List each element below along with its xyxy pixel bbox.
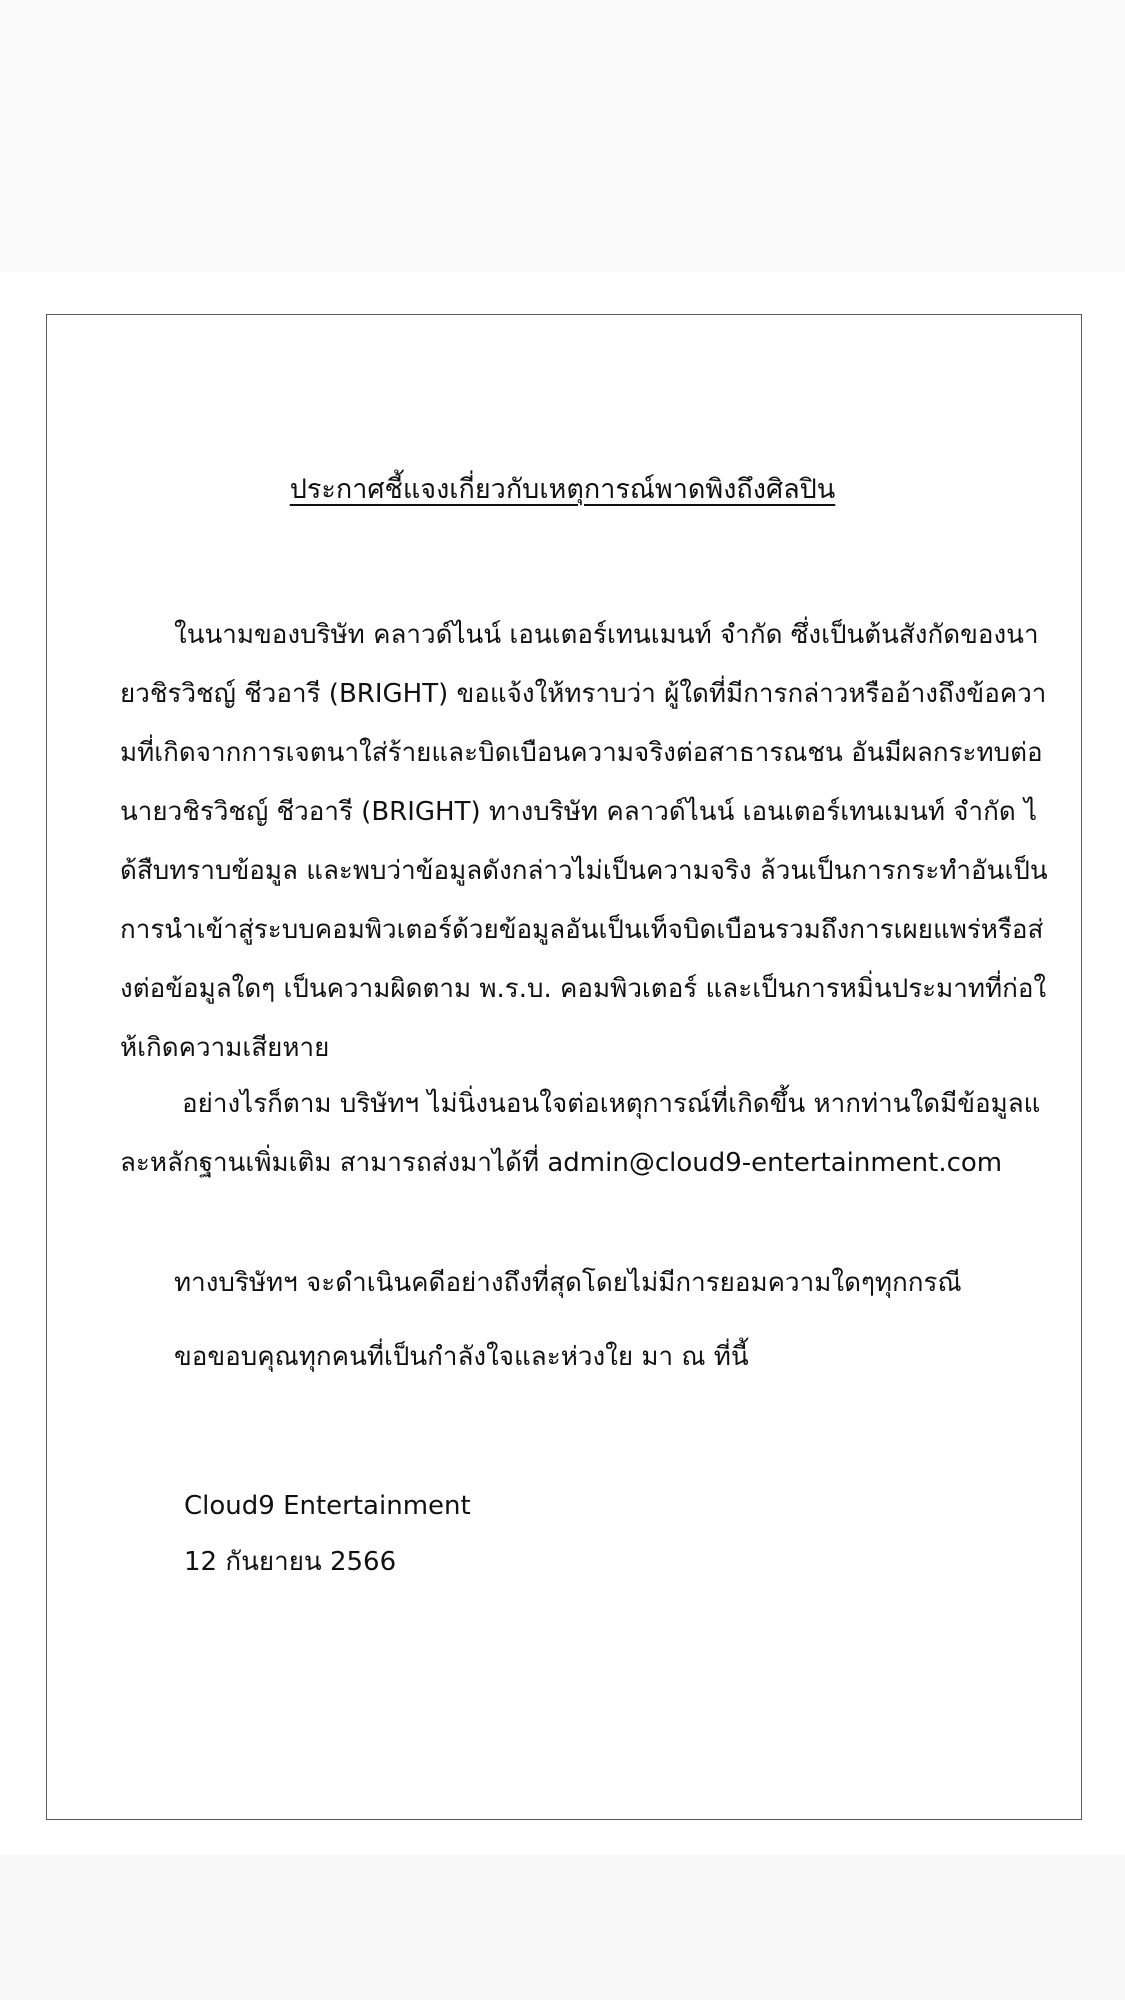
paragraph-contact: อย่างไรก็ตาม บริษัทฯ ไม่นิ่งนอนใจต่อเหตุการณ์ที่เกิดขึ้น หากท่านใดมีข้อมูลและหลักฐานเพิ่มเติม สามารถส่งมาได้ที่ admin@cloud9-entertainment.com bbox=[120, 1089, 1041, 1178]
paragraph-statement: ในนามของบริษัท คลาวด์ไนน์ เอนเตอร์เทนเมนท์ จำกัด ซึ่งเป็นต้นสังกัดของนายวชิรวิชญ์ ชีวอารี (BRIGHT) ขอแจ้งให้ทราบว่า ผู้ใดที่มีการกล่าวหรืออ้างถึงข้อความที่เกิดจากการเจตนาใส่ร้ายและบิดเบือนความจริงต่อสาธารณชน อันมีผลกระทบต่อ นายวชิรวิชญ์ ชีวอารี (BRIGHT) ทางบริษัท คลาวด์ไนน์ เอนเตอร์เทนเมนท์ จำกัด ได้สืบทราบข้อมูล และพบว่าข้อมูลดังกล่าวไม่เป็นความจริง ล้วนเป็นการกระทำอันเป็นการนำเข้าสู่ระบบคอมพิวเตอร์ด้วยข้อมูลอันเป็นเท็จบิดเบือนรวมถึงการเผยแพร่หรือส่งต่อข้อมูลใดๆ เป็นความผิดตาม พ.ร.บ. คอมพิวเตอร์ และเป็นการหมิ่นประมาทที่ก่อให้เกิดความเสียหาย bbox=[120, 620, 1048, 1063]
signature-company: Cloud9 Entertainment bbox=[184, 1491, 471, 1521]
signature-date: 12 กันยายน 2566 bbox=[184, 1547, 397, 1577]
paragraph-thanks: ขอขอบคุณทุกคนที่เป็นกำลังใจและห่วงใย มา ณ ที่นี้ bbox=[174, 1342, 749, 1372]
announcement-title: ประกาศชี้แจงเกี่ยวกับเหตุการณ์พาดพิงถึงศิลปิน bbox=[289, 474, 836, 505]
bottom-margin bbox=[0, 1855, 1125, 2000]
top-margin bbox=[0, 0, 1125, 272]
paragraph-legal-action: ทางบริษัทฯ จะดำเนินคดีอย่างถึงที่สุดโดยไม่มีการยอมความใดๆทุกกรณี bbox=[174, 1268, 962, 1298]
